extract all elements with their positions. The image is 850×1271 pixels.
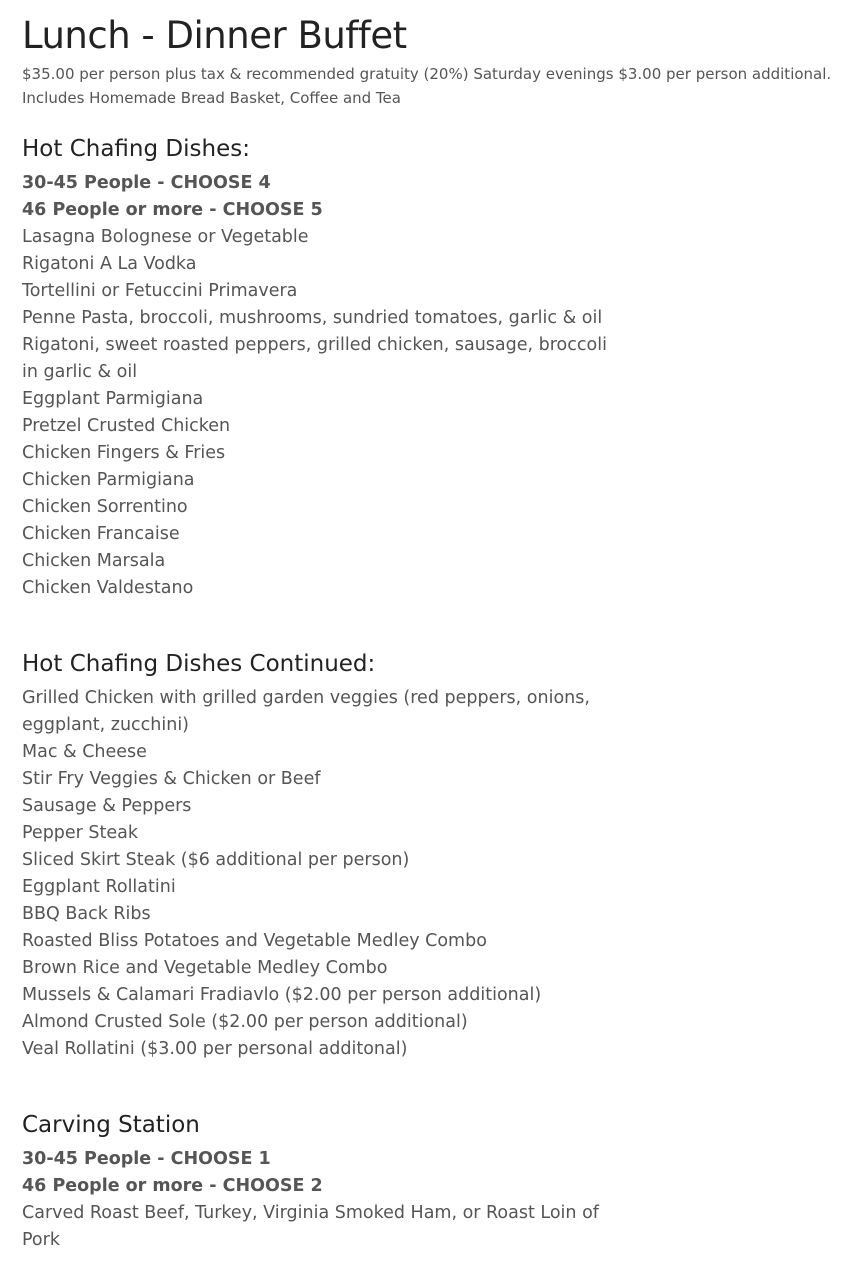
menu-item: BBQ Back Ribs: [22, 904, 151, 924]
menu-item: Rigatoni, sweet roasted peppers, grilled chicken, sausage, broccoli in garlic & oil: [22, 335, 607, 382]
menu-item: Grilled Chicken with grilled garden veggies (red peppers, onions, eggplant, zucchini): [22, 688, 590, 735]
section-heading: Hot Chafing Dishes Continued:: [22, 651, 376, 677]
menu-item: Sausage & Peppers: [22, 796, 192, 816]
menu-item: Rigatoni A La Vodka: [22, 254, 197, 274]
menu-item: Roasted Bliss Potatoes and Vegetable Medley Combo: [22, 931, 487, 951]
menu-item: Eggplant Parmigiana: [22, 389, 204, 409]
intro-pricing-line: $35.00 per person plus tax & recommended gratuity (20%) Saturday evenings $3.00 per person additional.: [22, 65, 832, 83]
menu-item: Chicken Parmigiana: [22, 470, 195, 490]
menu-item: Mussels & Calamari Fradiavlo ($2.00 per person additional): [22, 985, 542, 1005]
section-hot-chafing-dishes-continued: [22, 649, 612, 1063]
intro-includes-line: Includes Homemade Bread Basket, Coffee and Tea: [22, 89, 401, 107]
menu-item: Penne Pasta, broccoli, mushrooms, sundried tomatoes, garlic & oil: [22, 308, 603, 328]
section-carving-station: [22, 1110, 612, 1254]
section-hot-chafing-dishes: [22, 134, 612, 602]
menu-item: Brown Rice and Vegetable Medley Combo: [22, 958, 388, 978]
menu-item: Chicken Fingers & Fries: [22, 443, 226, 463]
group-size-rule: 46 People or more - CHOOSE 2: [22, 1176, 323, 1196]
menu-item: Chicken Valdestano: [22, 578, 194, 598]
menu-list: [22, 170, 612, 602]
menu-item: Chicken Marsala: [22, 551, 166, 571]
menu-list: [22, 1146, 612, 1254]
section-heading: Hot Chafing Dishes:: [22, 136, 250, 162]
group-size-rule: 30-45 People - CHOOSE 4: [22, 173, 271, 193]
section-heading: Carving Station: [22, 1112, 200, 1138]
page-title: Lunch - Dinner Buffet: [22, 14, 407, 57]
menu-item: Almond Crusted Sole ($2.00 per person additional): [22, 1012, 468, 1032]
menu-item: Mac & Cheese: [22, 742, 147, 762]
menu-item: Pretzel Crusted Chicken: [22, 416, 231, 436]
menu-item: Lasagna Bolognese or Vegetable: [22, 227, 309, 247]
menu-item: Eggplant Rollatini: [22, 877, 176, 897]
menu-item: Tortellini or Fetuccini Primavera: [22, 281, 298, 301]
menu-item: Pepper Steak: [22, 823, 139, 843]
menu-item: Veal Rollatini ($3.00 per personal additonal): [22, 1039, 408, 1059]
menu-list: [22, 685, 612, 1063]
menu-item: Chicken Sorrentino: [22, 497, 188, 517]
group-size-rule: 46 People or more - CHOOSE 5: [22, 200, 323, 220]
menu-item: Chicken Francaise: [22, 524, 180, 544]
menu-item: Sliced Skirt Steak ($6 additional per person): [22, 850, 410, 870]
intro-text: [22, 62, 842, 110]
menu-item: Carved Roast Beef, Turkey, Virginia Smoked Ham, or Roast Loin of Pork: [22, 1203, 599, 1250]
menu-item: Stir Fry Veggies & Chicken or Beef: [22, 769, 321, 789]
group-size-rule: 30-45 People - CHOOSE 1: [22, 1149, 271, 1169]
